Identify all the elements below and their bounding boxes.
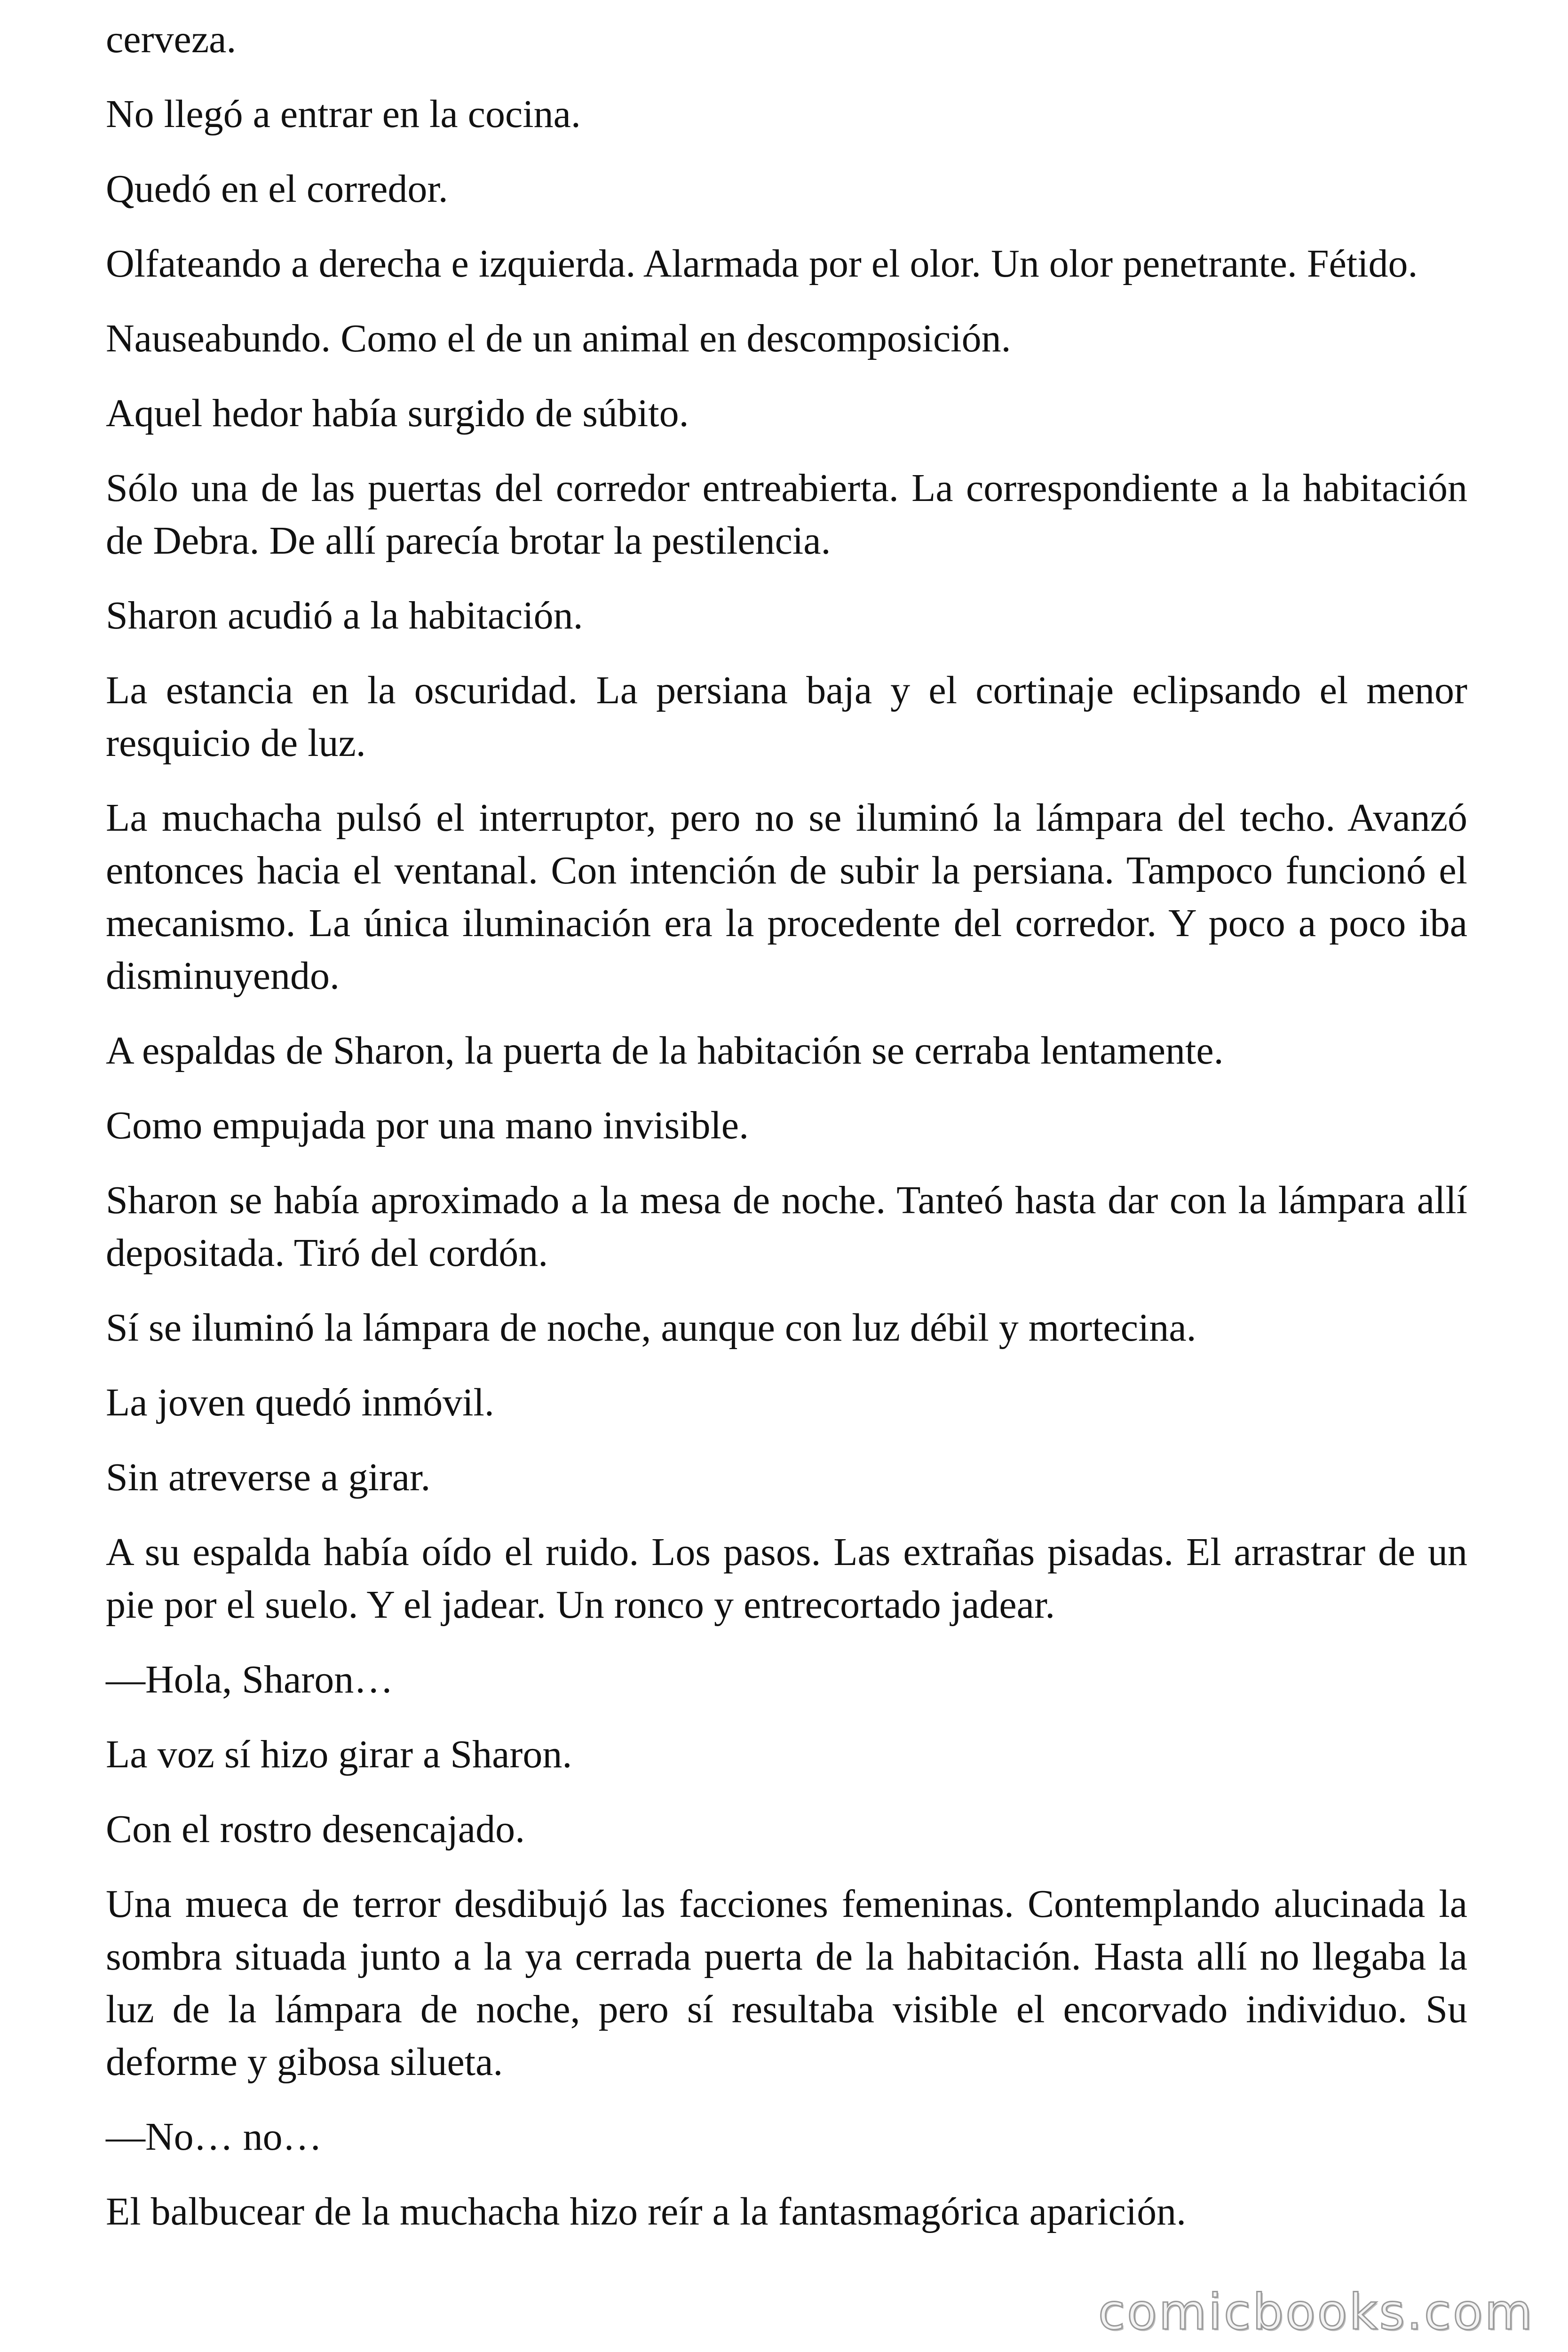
paragraph: El balbucear de la muchacha hizo reír a la fantasmagórica aparición. [106, 2190, 1187, 2233]
paragraph: Aquel hedor había surgido de súbito. [106, 391, 689, 435]
paragraph: A espaldas de Sharon, la puerta de la habitación se cerraba lentamente. [106, 1029, 1224, 1073]
paragraph: Una mueca de terror desdibujó las facciones femeninas. Contemplando alucinada la sombra situada junto a la ya cerrada puerta de la habitación. Hasta allí no llegaba la luz de la lámpara de noche, pero sí resultaba visible el encorvado individuo. Su deforme y gibosa silueta. [106, 1882, 1467, 2084]
paragraph: —Hola, Sharon… [106, 1658, 394, 1701]
paragraph: Sí se iluminó la lámpara de noche, aunque con luz débil y mortecina. [106, 1306, 1196, 1350]
paragraph: Olfateando a derecha e izquierda. Alarmada por el olor. Un olor penetrante. Fétido. [106, 242, 1418, 286]
watermark-logo: comicbooks.com [1098, 2283, 1534, 2341]
paragraph: —No… no… [106, 2115, 322, 2159]
paragraph: Sharon se había aproximado a la mesa de noche. Tanteó hasta dar con la lámpara allí depositada. Tiró del cordón. [106, 1178, 1467, 1275]
paragraph: cerveza. [106, 17, 237, 61]
paragraph: La muchacha pulsó el interruptor, pero no se iluminó la lámpara del techo. Avanzó entonces hacia el ventanal. Con intención de subir la persiana. Tampoco funcionó el mecanismo. La única iluminación era la procedente del corredor. Y poco a poco iba disminuyendo. [106, 796, 1467, 998]
paragraph: La joven quedó inmóvil. [106, 1381, 494, 1424]
paragraph: Sin atreverse a girar. [106, 1455, 431, 1499]
paragraph: No llegó a entrar en la cocina. [106, 92, 581, 136]
paragraph: Con el rostro desencajado. [106, 1807, 525, 1851]
paragraph: Nauseabundo. Como el de un animal en descomposición. [106, 317, 1011, 360]
paragraph: A su espalda había oído el ruido. Los pasos. Las extrañas pisadas. El arrastrar de un pie por el suelo. Y el jadear. Un ronco y entrecortado jadear. [106, 1530, 1467, 1627]
paragraph: Como empujada por una mano invisible. [106, 1104, 749, 1147]
paragraph: Quedó en el corredor. [106, 167, 448, 211]
document-body [106, 13, 1467, 2260]
paragraph: La estancia en la oscuridad. La persiana baja y el cortinaje eclipsando el menor resquicio de luz. [106, 668, 1467, 765]
paragraph: Sólo una de las puertas del corredor entreabierta. La correspondiente a la habitación de Debra. De allí parecía brotar la pestilencia. [106, 466, 1467, 563]
paragraph: Sharon acudió a la habitación. [106, 594, 583, 637]
paragraph: La voz sí hizo girar a Sharon. [106, 1732, 572, 1776]
